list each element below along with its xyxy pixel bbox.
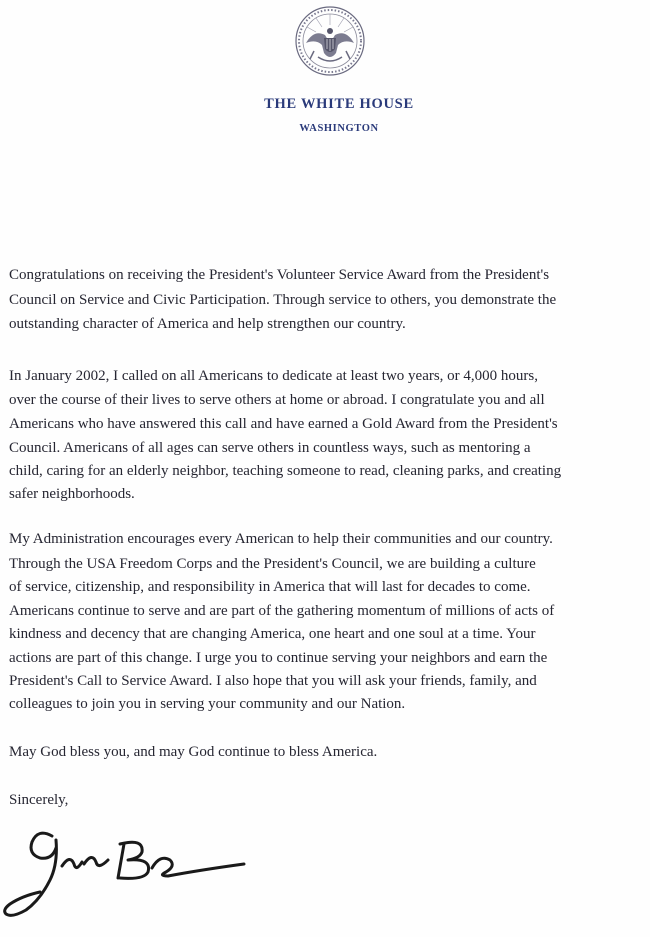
paragraph-2-line: over the course of their lives to serve others at home or abroad. I congratulate you and all <box>9 392 545 408</box>
blessing: May God bless you, and may God continue to bless America. <box>9 744 378 760</box>
paragraph-1-line: Council on Service and Civic Participation. Through service to others, you demonstrate the <box>9 292 557 308</box>
paragraph-2-line: child, caring for an elderly neighbor, teaching someone to read, cleaning parks, and creating <box>9 463 562 479</box>
letterhead-location: WASHINGTON <box>299 123 379 134</box>
paragraph-2-line: safer neighborhoods. <box>9 486 135 502</box>
closing: Sincerely, <box>9 792 69 808</box>
paragraph-3-line: kindness and decency that are changing America, one heart and one soul at a time. Your <box>9 626 536 642</box>
paragraph-2-line: Council. Americans of all ages can serve others in countless ways, such as mentoring a <box>9 440 531 456</box>
letterhead-title: THE WHITE HOUSE <box>264 96 414 112</box>
paragraph-3-line: colleagues to join you in serving your community and our Nation. <box>9 696 406 712</box>
paragraph-3-line: My Administration encourages every American to help their communities and our country. <box>9 531 553 547</box>
paragraph-1-line: outstanding character of America and help strengthen our country. <box>9 316 406 332</box>
paragraph-3-line: Through the USA Freedom Corps and the President's Council, we are building a culture <box>9 556 536 572</box>
paragraph-2-line: In January 2002, I called on all Americans to dedicate at least two years, or 4,000 hours, <box>9 368 539 384</box>
paragraph-1-line: Congratulations on receiving the President's Volunteer Service Award from the President's <box>9 267 550 283</box>
paragraph-2-line: Americans who have answered this call and have earned a Gold Award from the President's <box>9 416 558 432</box>
paragraph-3-line: Americans continue to serve and are part of the gathering momentum of millions of acts of <box>9 603 555 619</box>
paragraph-3-line: President's Call to Service Award. I also hope that you will ask your friends, family, and <box>9 673 537 689</box>
paragraph-3-line: of service, citizenship, and responsibility in America that will last for decades to come. <box>9 579 531 595</box>
paragraph-3-line: actions are part of this change. I urge you to continue serving your neighbors and earn the <box>9 650 548 666</box>
signature-icon <box>0 818 255 937</box>
presidential-seal-icon <box>292 5 368 77</box>
